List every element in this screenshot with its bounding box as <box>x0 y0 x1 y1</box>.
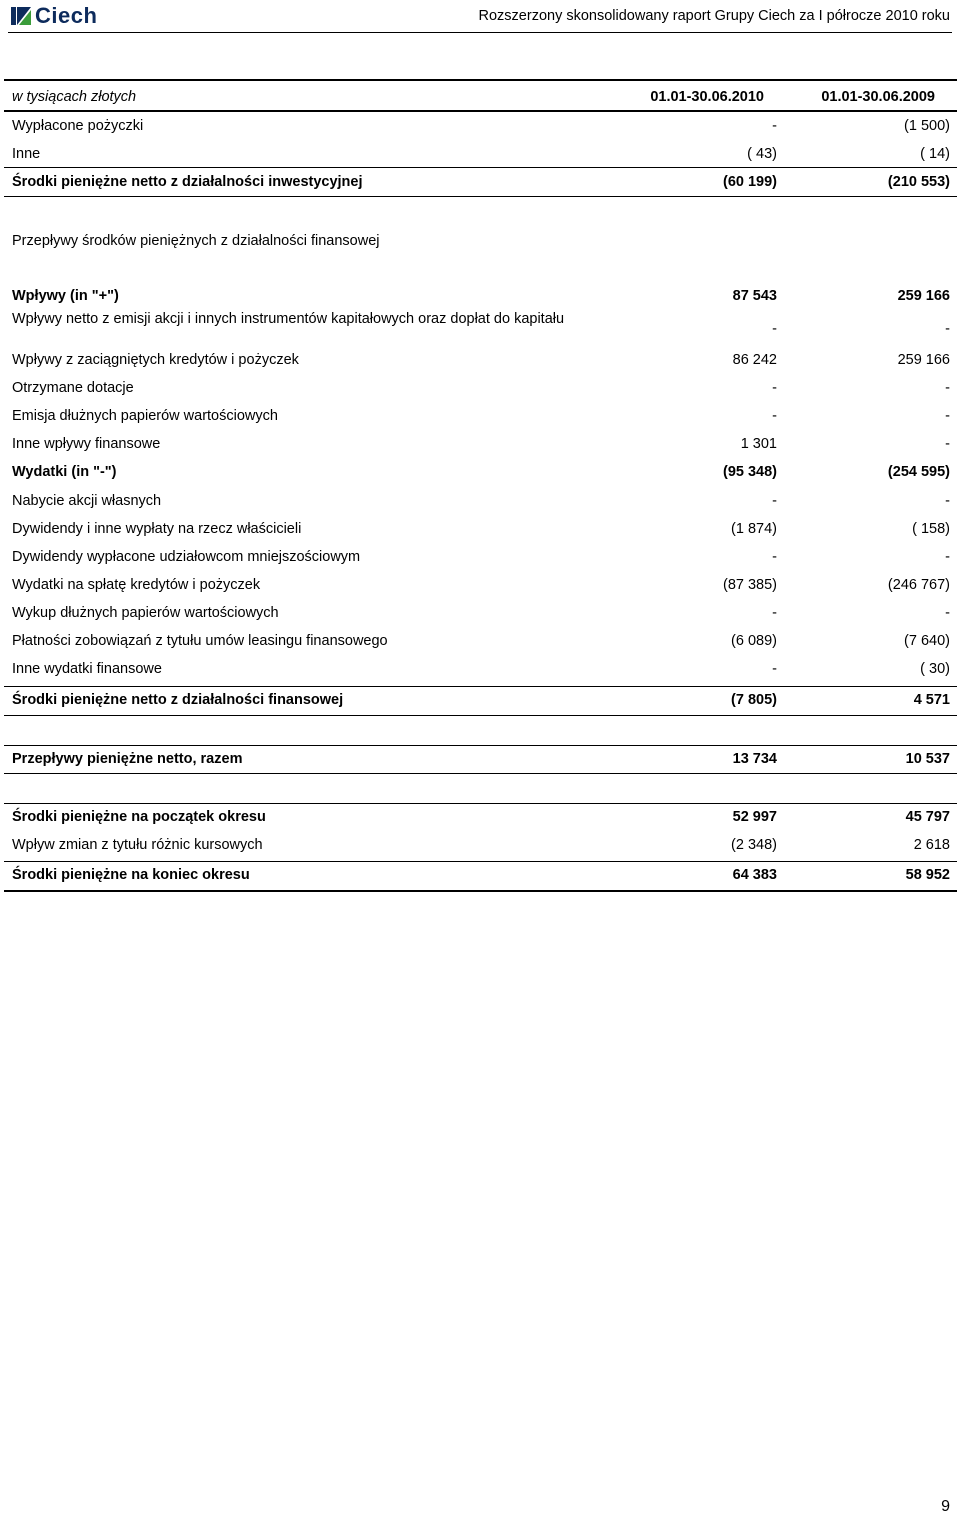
row-label: Wydatki (in "-") <box>12 464 117 480</box>
row-value-2009: - <box>945 605 950 621</box>
section-heading-row <box>4 197 957 283</box>
header-divider <box>8 32 952 33</box>
row-label: Przepływy pieniężne netto, razem <box>12 751 243 767</box>
column-header-2010: 01.01-30.06.2010 <box>650 89 764 105</box>
row-value-2009: - <box>945 380 950 396</box>
row-value-2010: - <box>772 661 777 677</box>
row-value-2009: ( 14) <box>920 146 950 162</box>
row-label: Wpływy (in "+") <box>12 288 119 304</box>
row-value-2009: - <box>945 408 950 424</box>
row-label: Wpływ zmian z tytułu różnic kursowych <box>12 837 263 853</box>
row-value-2009: 259 166 <box>897 352 950 368</box>
row-value-2009: (210 553) <box>887 174 950 190</box>
table-row <box>4 283 957 311</box>
row-value-2010: - <box>772 380 777 396</box>
table-row <box>4 832 957 861</box>
row-label: Inne wydatki finansowe <box>12 661 162 677</box>
table-row-total <box>4 745 957 774</box>
row-value-2010: (7 805) <box>731 692 777 708</box>
row-value-2009: - <box>945 436 950 452</box>
row-value-2010: - <box>772 549 777 565</box>
table-row <box>4 140 957 168</box>
row-value-2010: 52 997 <box>732 809 777 825</box>
row-value-2010: - <box>772 493 777 509</box>
row-label: Nabycie akcji własnych <box>12 493 162 509</box>
row-value-2009: 4 571 <box>913 692 950 708</box>
row-label: Wydatki na spłatę kredytów i pożyczek <box>12 577 261 593</box>
row-value-2009: (7 640) <box>904 633 950 649</box>
table-row-total <box>4 803 957 832</box>
row-value-2009: ( 30) <box>920 661 950 677</box>
row-value-2010: 64 383 <box>732 867 777 883</box>
logo-text: Ciech <box>35 3 98 28</box>
row-value-2010: - <box>772 321 777 337</box>
row-value-2009: 58 952 <box>905 867 950 883</box>
row-value-2010: - <box>772 605 777 621</box>
table-row <box>4 311 957 350</box>
table-row <box>4 350 957 378</box>
row-value-2009: ( 158) <box>912 521 950 537</box>
row-label: Wykup dłużnych papierów wartościowych <box>12 605 279 621</box>
table-row <box>4 519 957 547</box>
row-label: Środki pieniężne netto z działalności inwestycyjnej <box>12 174 363 190</box>
row-label: Dywidendy wypłacone udziałowcom mniejszościowym <box>12 549 361 565</box>
row-value-2009: 2 618 <box>913 837 950 853</box>
row-value-2009: 10 537 <box>905 751 950 767</box>
section-heading: Przepływy środków pieniężnych z działalności finansowej <box>12 233 380 249</box>
table-row-total <box>4 168 957 197</box>
row-value-2010: ( 43) <box>747 146 777 162</box>
row-label: Środki pieniężne na początek okresu <box>12 809 266 825</box>
cash-flow-table <box>4 79 957 892</box>
column-header-2009: 01.01-30.06.2009 <box>821 89 935 105</box>
row-label: Wypłacone pożyczki <box>12 118 144 134</box>
row-value-2010: 13 734 <box>732 751 777 767</box>
row-value-2009: (246 767) <box>887 577 950 593</box>
row-value-2010: (60 199) <box>722 174 777 190</box>
table-row <box>4 112 957 140</box>
row-label: Środki pieniężne netto z działalności finansowej <box>12 692 344 708</box>
row-value-2010: - <box>772 408 777 424</box>
row-value-2010: - <box>772 118 777 134</box>
unit-label: w tysiącach złotych <box>12 89 137 105</box>
page-header <box>0 0 960 34</box>
row-value-2010: 87 543 <box>732 288 777 304</box>
table-row <box>4 659 957 687</box>
row-value-2009: 259 166 <box>897 288 950 304</box>
spacer <box>4 716 957 745</box>
table-row <box>4 462 957 491</box>
table-row <box>4 491 957 519</box>
page-number: 9 <box>941 1498 950 1515</box>
table-row <box>4 434 957 462</box>
row-value-2009: (1 500) <box>904 118 950 134</box>
row-label: Wpływy netto z emisji akcji i innych instrumentów kapitałowych oraz dopłat do kapitału <box>12 311 565 327</box>
table-row <box>4 575 957 603</box>
row-label: Wpływy z zaciągniętych kredytów i pożyczek <box>12 352 299 368</box>
row-label: Otrzymane dotacje <box>12 380 134 396</box>
row-value-2010: 86 242 <box>732 352 777 368</box>
table-row <box>4 603 957 631</box>
table-row-total <box>4 861 957 892</box>
ciech-logo-icon <box>10 5 32 27</box>
row-value-2010: (6 089) <box>731 633 777 649</box>
table-row-total <box>4 687 957 716</box>
row-value-2010: (95 348) <box>722 464 777 480</box>
row-value-2009: (254 595) <box>887 464 950 480</box>
ciech-logo <box>10 4 97 28</box>
table-row <box>4 378 957 406</box>
row-value-2010: (2 348) <box>731 837 777 853</box>
row-label: Inne wpływy finansowe <box>12 436 161 452</box>
row-label: Środki pieniężne na koniec okresu <box>12 867 250 883</box>
row-label: Inne <box>12 146 41 162</box>
row-value-2009: - <box>945 493 950 509</box>
row-value-2010: 1 301 <box>740 436 777 452</box>
row-value-2009: - <box>945 549 950 565</box>
row-label: Płatności zobowiązań z tytułu umów leasingu finansowego <box>12 633 388 649</box>
row-value-2009: - <box>945 321 950 337</box>
row-value-2009: 45 797 <box>905 809 950 825</box>
row-value-2010: (1 874) <box>731 521 777 537</box>
row-value-2010: (87 385) <box>722 577 777 593</box>
table-row <box>4 631 957 659</box>
table-row <box>4 547 957 575</box>
row-label: Emisja dłużnych papierów wartościowych <box>12 408 278 424</box>
row-label: Dywidendy i inne wypłaty na rzecz właścicieli <box>12 521 302 537</box>
spacer <box>4 774 957 803</box>
table-header-row <box>4 79 957 112</box>
table-row <box>4 406 957 434</box>
report-title: Rozszerzony skonsolidowany raport Grupy Ciech za I półrocze 2010 roku <box>478 8 950 24</box>
